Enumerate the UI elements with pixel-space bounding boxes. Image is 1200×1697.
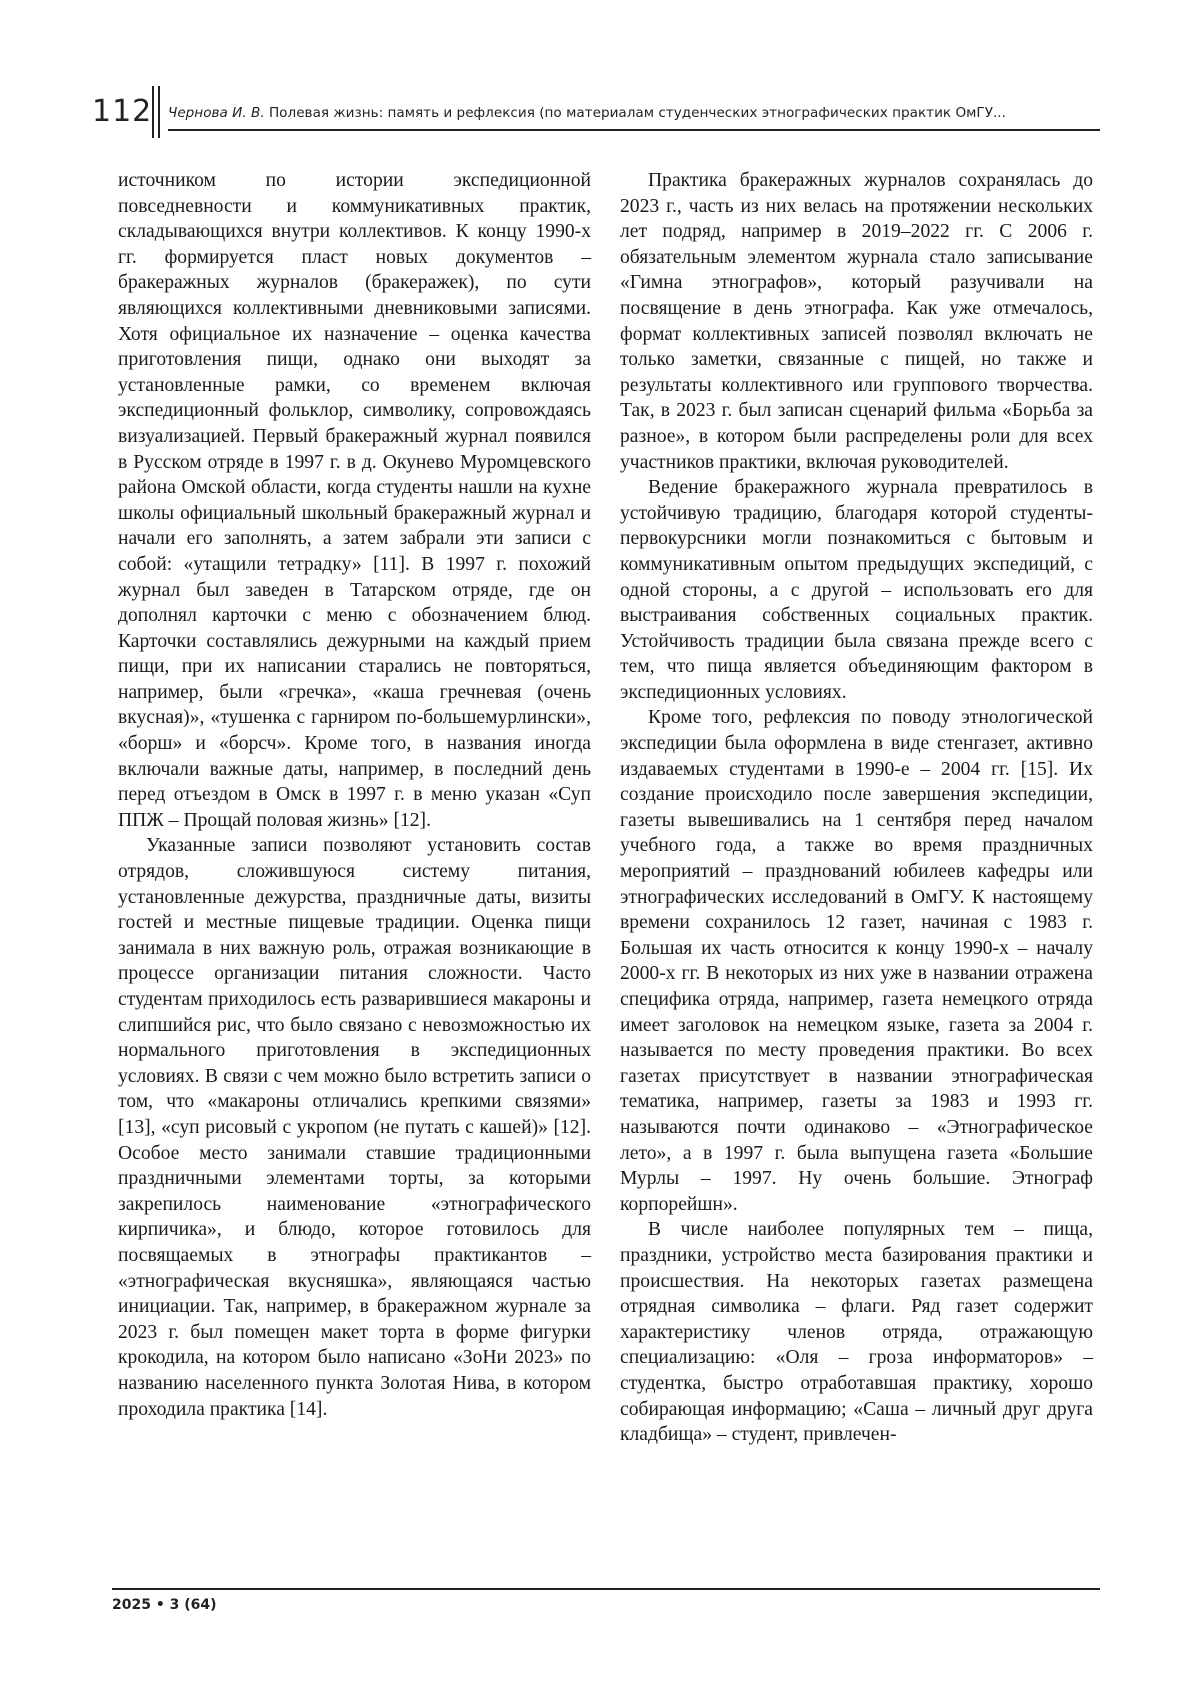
running-title xyxy=(168,105,1100,121)
running-title-text: Полевая жизнь: память и рефлексия (по материалам студенческих этнографических практик ОмГУ... xyxy=(264,105,1006,121)
issue-number: 2025 • 3 (64) xyxy=(112,1597,217,1613)
paragraph: Ведение бракеражного журнала превратилось в устойчивую традицию, благодаря которой студенты-первокурсники могли познакомиться с бытовым и коммуникативным опытом предыдущих экспедиций, с одной стороны, а с другой – использовать его для выстраивания собственных социальных практик. Устойчивость традиции была связана прежде всего с тем, что пища является объединяющим фактором в экспедиционных условиях. xyxy=(620,477,1093,703)
left-column xyxy=(118,168,591,1422)
page-number: 112 xyxy=(92,94,153,129)
footer-rule xyxy=(112,1588,1100,1590)
paragraph: В числе наиболее популярных тем – пища, праздники, устройство места базирования практики и происшествия. На некоторых газетах размещена отрядная символика – флаги. Ряд газет содержит характеристику членов отряда, отражающую специализацию: «Оля – гроза информаторов» – студентка, быстро отработавшая практику, хорошо собирающая информацию; «Саша – личный друг друга кладбища» – студент, привлечен- xyxy=(620,1219,1093,1446)
header-vertical-rule xyxy=(152,86,154,138)
header-horizontal-rule xyxy=(168,129,1100,131)
paragraph: Кроме того, рефлексия по поводу этнологической экспедиции была оформлена в виде стенгазет, активно издаваемых студентами в 1990-е – 2004 гг. [15]. Их создание происходило после завершения экспедиции, газеты вывешивались на 1 сентября перед началом учебного года, а также во время праздничных мероприятий – празднований юбилеев кафедры или этнографических исследований в ОмГУ. К настоящему времени сохранилось 12 газет, начиная с 1983 г. Большая их часть относится к концу 1990-х – началу 2000-х гг. В некоторых из них уже в названии отражена специфика отряда, например, газета немецкого отряда имеет заголовок на немецком языке, газета за 2004 г. называется по месту проведения практики. Во всех газетах присутствует в названии этнографическая тематика, например, газеты за 1983 и 1993 гг. называются почти одинаково – «Этнографическое лето», а в 1997 г. была выпущена газета «Большие Мурлы – 1997. Ну очень большие. Этнограф корпорейшн». xyxy=(620,707,1093,1215)
paragraph: Указанные записи позволяют установить состав отрядов, сложившуюся систему питания, установленные дежурства, праздничные даты, визиты гостей и местные пищевые традиции. Оценка пищи занимала в них важную роль, отражая возникающие в процессе организации питания сложности. Часто студентам приходилось есть разварившиеся макароны и слипшийся рис, что было связано с невозможностью их нормального приготовления в экспедиционных условиях. В связи с чем можно было встретить записи о том, что «макароны отличались крепкими связями» [13], «суп рисовый с укропом (не путать с кашей)» [12]. Особое место занимали ставшие традиционными праздничными элементами торты, за которыми закрепилось наименование «этнографического кирпичика», и блюдо, которое готовилось для посвящаемых в этнографы практикантов – «этнографическая вкусняшка», являющаяся частью инициации. Так, например, в бракеражном журнале за 2023 г. был помещен макет торта в форме фигурки крокодила, на котором было написано «ЗоНи 2023» по названию населенного пункта Золотая Нива, в котором проходила практика [14]. xyxy=(118,835,591,1420)
paragraph: источником по истории экспедиционной повседневности и коммуникативных практик, складывающихся внутри коллективов. К концу 1990-х гг. формируется пласт новых документов – бракеражных журналов (бракеражек), по сути являющихся коллективными дневниковыми записями. Хотя официальное их назначение – оценка качества приготовления пищи, однако они выходят за установленные рамки, со временем включая экспедиционный фольклор, символику, сопровождаясь визуализацией. Первый бракеражный журнал появился в Русском отряде в 1997 г. в д. Окунево Муромцевского района Омской области, когда студенты нашли на кухне школы официальный школьный бракеражный журнал и начали его заполнять, а затем забрали эти записи с собой: «утащили тетрадку» [11]. В 1997 г. похожий журнал был заведен в Татарском отряде, где он дополнял карточки с меню с обозначением блюд. Карточки составлялись дежурными на каждый прием пищи, при их написании старались не повторяться, например, были «гречка», «каша гречневая (очень вкусная)», «тушенка с гарниром по-большемурлински», «борш» и «борсч». Кроме того, в названия иногда включали важные даты, например, в последний день перед отъездом в Омск в 1997 г. в меню указан «Суп ППЖ – Прощай половая жизнь» [12]. xyxy=(118,170,591,831)
paragraph: Практика бракеражных журналов сохранялась до 2023 г., часть из них велась на протяжении нескольких лет подряд, например в 2019–2022 гг. С 2006 г. обязательным элементом журнала стало записывание «Гимна этнографов», который разучивали на посвящение в день этнографа. Как уже отмечалось, формат коллективных записей позволял включать не только заметки, связанные с пищей, но также и результаты коллективного или группового творчества. Так, в 2023 г. был записан сценарий фильма «Борьба за разное», в котором были распределены роли для всех участников практики, включая руководителей. xyxy=(620,170,1093,473)
running-header xyxy=(92,86,1100,136)
right-column xyxy=(620,168,1093,1448)
running-title-author: Чернова И. В. xyxy=(168,105,265,121)
header-vertical-rule xyxy=(158,86,160,138)
